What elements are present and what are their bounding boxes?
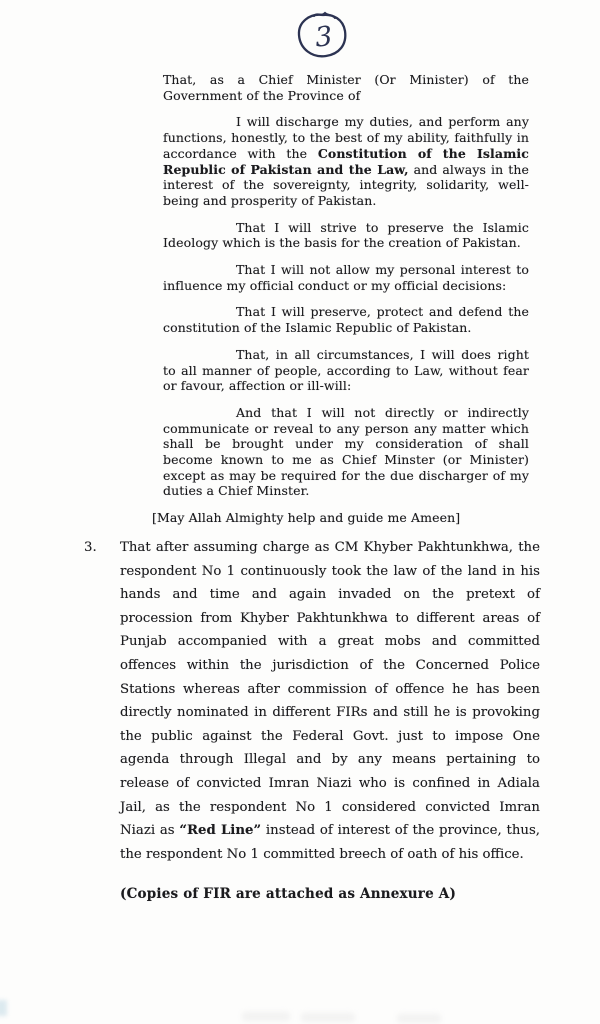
oath-section — [152, 72, 529, 526]
paragraph-body-red-line-bold: “Red Line” — [179, 823, 262, 839]
oath-prayer-line: [May Allah Almighty help and guide me Ameen] — [152, 510, 461, 526]
oath-duties-pre: I will discharge my duties, and perform any functions, honestly, to the best of my ability, faithfully in accordance with the — [163, 114, 529, 161]
oath-clause-defend-constitution: That I will preserve, protect and defend the constitution of the Islamic Republic of Pakistan. — [163, 304, 529, 336]
bleed-through-smudge — [242, 1012, 290, 1021]
paragraph-number: 3. — [84, 540, 97, 555]
paragraph-body-post: instead of interest of the province, thus, the respondent No 1 committed breech of oath of his office. — [120, 823, 540, 862]
annexure-note: (Copies of FIR are attached as Annexure A) — [120, 886, 457, 903]
oath-clause-do-right: That, in all circumstances, I will does right to all manner of people, according to Law, without fear or favour, affection or ill-will: — [163, 346, 529, 394]
petition-paragraph-3-row — [84, 536, 540, 866]
handwritten-page-number: 3 — [313, 21, 334, 54]
handwritten-page-number-circle — [293, 10, 351, 62]
oath-paragraph-duties — [163, 114, 529, 208]
oath-duties-post: and always in the interest of the sovereignty, integrity, solidarity, well-being and prosperity of Pakistan. — [163, 161, 529, 208]
paragraph-body — [120, 536, 540, 866]
oath-duties-bold: Constitution of the Islamic Republic of Pakistan and the Law, — [163, 145, 529, 177]
scan-edge-mark — [0, 1000, 7, 1016]
oath-intro: That, as a Chief Minister (Or Minister) of the Government of the Province of — [163, 72, 529, 103]
oath-clause-islamic-ideology: That I will strive to preserve the Islamic Ideology which is the basis for the creation of Pakistan. — [163, 219, 529, 251]
paragraph-body-pre: That after assuming charge as CM Khyber Pakhtunkhwa, the respondent No 1 continuously took the law of the land in his hands and time and again invaded on the pretext of procession from Khyber Pakhtunkhwa to different areas of Punjab accompanied with a great mobs and committed offences within the jurisdiction of the Concerned Police Stations whereas after commission of offence he has been directly nominated in different FIRs and still he is provoking the public against the Federal Govt. just to impose One agenda through Illegal and by any means pertaining to release of convicted Imran Niazi who is confined in Adiala Jail, as the respondent No 1 considered convicted Imran Niazi as — [120, 540, 540, 839]
oath-clause-personal-interest: That I will not allow my personal interest to influence my official conduct or my official decisions: — [163, 262, 529, 293]
bleed-through-smudge — [397, 1014, 441, 1023]
bleed-through-smudge — [301, 1013, 355, 1022]
petition-paragraph-3 — [84, 536, 540, 902]
oath-clause-confidentiality: And that I will not directly or indirectly communicate or reveal to any person any matter which shall be brought under my consideration of shall become known to me as Chief Minster (or Minister) except as may be required for the due discharger of my duties a Chief Minster. — [163, 404, 529, 499]
